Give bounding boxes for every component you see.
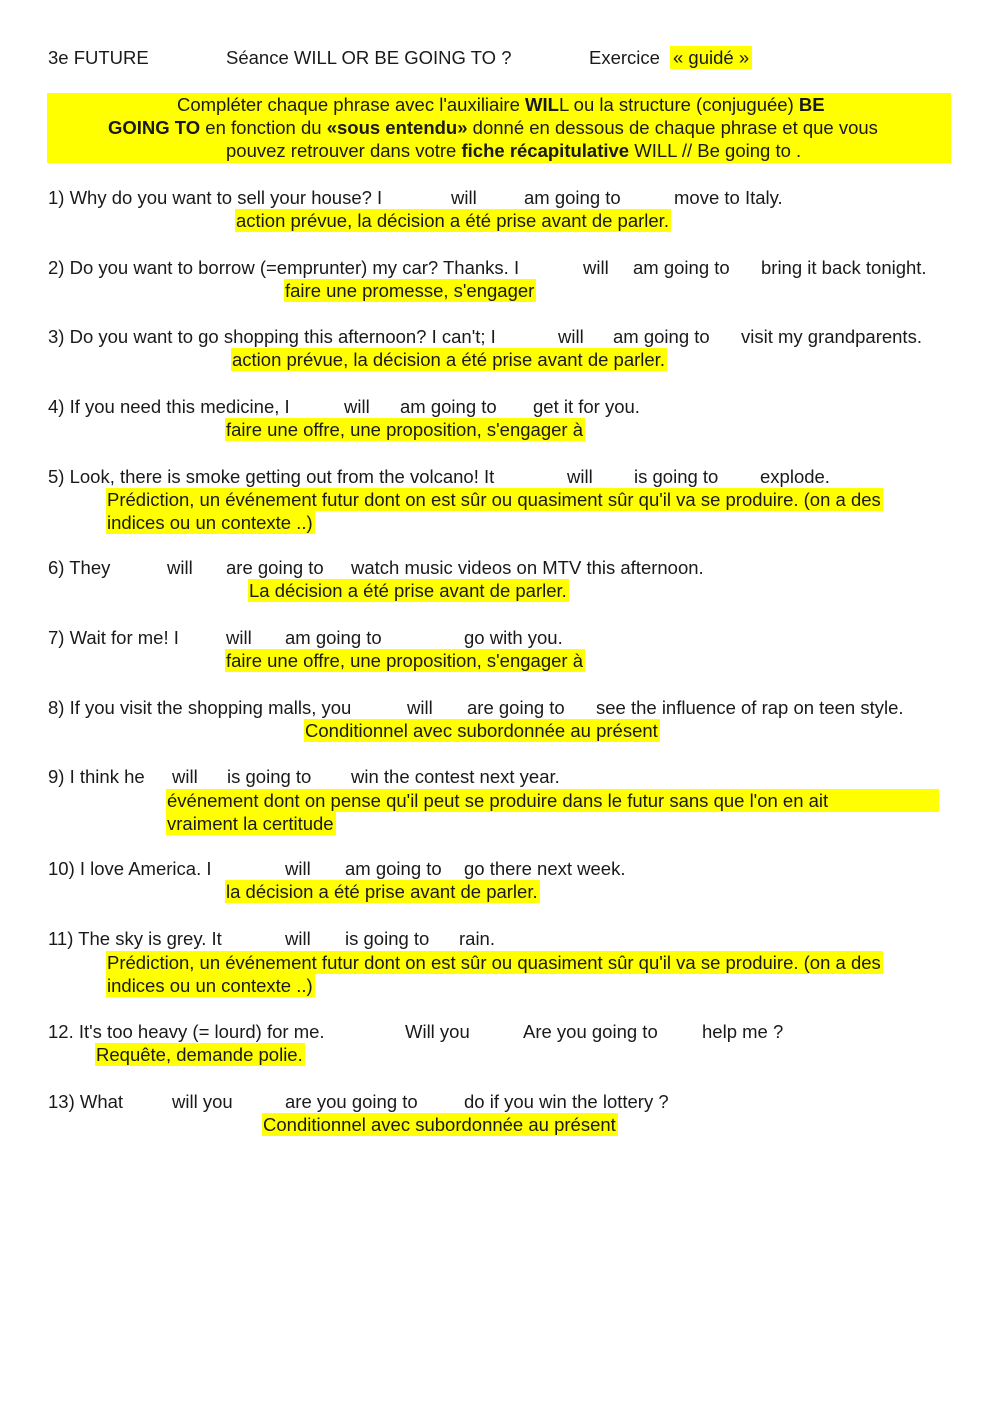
- option-going-to[interactable]: is going to: [634, 466, 719, 487]
- exercise-rest: get it for you.: [533, 396, 640, 417]
- exercise-hint: Conditionnel avec subordonnée au présent: [305, 720, 658, 741]
- exercise-rest: visit my grandparents.: [741, 326, 922, 347]
- exercise-hint: Prédiction, un événement futur dont on est sûr ou quasiment sûr qu'il va se produire. (on a des: [107, 489, 881, 510]
- exercise-hint: La décision a été prise avant de parler.: [249, 580, 567, 601]
- exercise-prompt: 13) What: [48, 1091, 124, 1112]
- instructions-text: WILL // Be going to .: [629, 140, 802, 161]
- option-will[interactable]: will: [344, 396, 370, 417]
- exercise-prompt: 6) They: [48, 557, 111, 578]
- instructions-bold: «sous entendu»: [326, 117, 468, 138]
- option-going-to[interactable]: am going to: [633, 257, 730, 278]
- option-will[interactable]: will: [451, 187, 477, 208]
- exercise-hint: Conditionnel avec subordonnée au présent: [263, 1114, 616, 1135]
- exercise-hint: Prédiction, un événement futur dont on est sûr ou quasiment sûr qu'il va se produire. (on a des: [107, 952, 881, 973]
- option-will[interactable]: will: [226, 627, 252, 648]
- option-going-to[interactable]: are going to: [467, 697, 565, 718]
- exercise-rest: go there next week.: [464, 858, 626, 879]
- exercise-rest: move to Italy.: [674, 187, 783, 208]
- instructions-bold: fiche récapitulative: [461, 140, 630, 161]
- instructions-line-3: [226, 139, 801, 162]
- exercise-hint: faire une offre, une proposition, s'engager à: [226, 650, 583, 671]
- option-will[interactable]: will: [172, 766, 198, 787]
- instructions-bold: WIL: [525, 94, 559, 115]
- exercise-prompt: 4) If you need this medicine, I: [48, 396, 290, 417]
- option-will[interactable]: will you: [172, 1091, 233, 1112]
- exercice-label: Exercice: [589, 47, 660, 68]
- exercise-hint: action prévue, la décision a été prise avant de parler.: [232, 349, 665, 370]
- exercise-rest: bring it back tonight.: [761, 257, 927, 278]
- option-going-to[interactable]: am going to: [285, 627, 382, 648]
- option-going-to[interactable]: is going to: [227, 766, 312, 787]
- exercise-hint: faire une promesse, s'engager: [285, 280, 535, 301]
- option-going-to[interactable]: am going to: [613, 326, 710, 347]
- exercise-hint-continued: indices ou un contexte ..): [107, 512, 313, 533]
- exercise-prompt: 1) Why do you want to sell your house? I: [48, 187, 383, 208]
- instructions-line-1: [177, 93, 825, 116]
- exercise-prompt: 3) Do you want to go shopping this afternoon? I can't; I: [48, 326, 496, 347]
- instructions-text: L ou la structure (conjuguée): [558, 94, 799, 115]
- option-will[interactable]: will: [583, 257, 609, 278]
- instructions-text: en fonction du: [200, 117, 327, 138]
- exercise-rest: watch music videos on MTV this afternoon.: [351, 557, 704, 578]
- option-going-to[interactable]: are you going to: [285, 1091, 418, 1112]
- option-will[interactable]: will: [407, 697, 433, 718]
- option-going-to[interactable]: are going to: [226, 557, 324, 578]
- exercise-rest: help me ?: [702, 1021, 784, 1042]
- instructions-text: pouvez retrouver dans votre: [226, 140, 462, 161]
- exercise-rest: go with you.: [464, 627, 563, 648]
- option-will[interactable]: will: [567, 466, 593, 487]
- instructions-text: donné en dessous de chaque phrase et que vous: [467, 117, 878, 138]
- instructions-line-2: [108, 116, 878, 139]
- instructions-bold: GOING TO: [108, 117, 201, 138]
- option-will[interactable]: will: [167, 557, 193, 578]
- exercise-prompt: 12. It's too heavy (= lourd) for me.: [48, 1021, 325, 1042]
- exercise-prompt: 8) If you visit the shopping malls, you: [48, 697, 352, 718]
- exercise-rest: explode.: [760, 466, 830, 487]
- option-going-to[interactable]: is going to: [345, 928, 430, 949]
- exercise-prompt: 11) The sky is grey. It: [48, 928, 222, 949]
- exercise-prompt: 10) I love America. I: [48, 858, 212, 879]
- option-will[interactable]: Will you: [405, 1021, 470, 1042]
- instructions-text: Compléter chaque phrase avec l'auxiliaire: [177, 94, 526, 115]
- option-going-to[interactable]: am going to: [524, 187, 621, 208]
- exercise-rest: win the contest next year.: [351, 766, 560, 787]
- exercise-prompt: 9) I think he: [48, 766, 145, 787]
- exercise-hint: Requête, demande polie.: [96, 1044, 303, 1065]
- exercise-prompt: 2) Do you want to borrow (=emprunter) my car? Thanks. I: [48, 257, 520, 278]
- exercice-type: « guidé »: [670, 46, 752, 69]
- option-going-to[interactable]: Are you going to: [523, 1021, 658, 1042]
- option-will[interactable]: will: [285, 928, 311, 949]
- exercise-hint-continued: indices ou un contexte ..): [107, 975, 313, 996]
- exercise-hint-continued: vraiment la certitude: [167, 813, 334, 834]
- exercise-rest: see the influence of rap on teen style.: [596, 697, 904, 718]
- exercise-hint: la décision a été prise avant de parler.: [226, 881, 538, 902]
- exercise-prompt: 7) Wait for me! I: [48, 627, 179, 648]
- level-title: 3e FUTURE: [48, 47, 149, 68]
- seance-title: Séance WILL OR BE GOING TO ?: [226, 47, 512, 68]
- exercise-rest: do if you win the lottery ?: [464, 1091, 669, 1112]
- exercise-hint: faire une offre, une proposition, s'engager à: [226, 419, 583, 440]
- exercise-hint: action prévue, la décision a été prise avant de parler.: [236, 210, 669, 231]
- option-will[interactable]: will: [285, 858, 311, 879]
- option-will[interactable]: will: [558, 326, 584, 347]
- option-going-to[interactable]: am going to: [400, 396, 497, 417]
- exercise-rest: rain.: [459, 928, 495, 949]
- exercise-hint: événement dont on pense qu'il peut se produire dans le futur sans que l'on en ait: [166, 789, 939, 812]
- instructions-box: [47, 93, 951, 163]
- instructions-bold: BE: [798, 94, 825, 115]
- option-going-to[interactable]: am going to: [345, 858, 442, 879]
- exercise-prompt: 5) Look, there is smoke getting out from the volcano! It: [48, 466, 495, 487]
